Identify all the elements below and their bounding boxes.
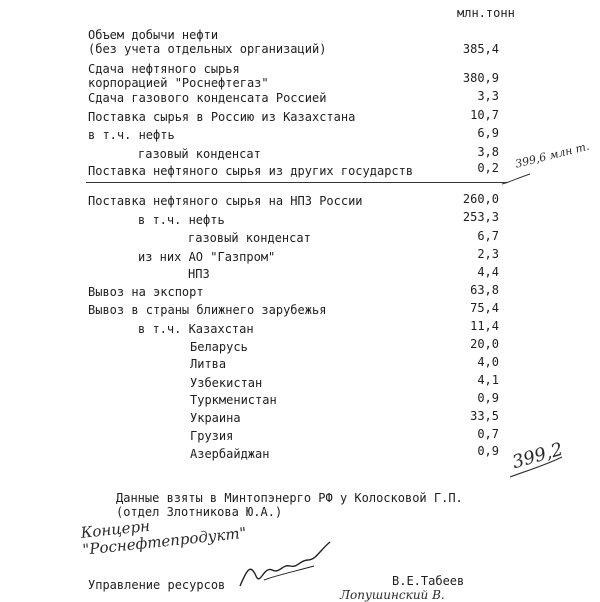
row-label-gas-condensate-russia: Сдача газового конденсата Россией <box>88 91 327 105</box>
row-label-gazprom: из них АО "Газпром" <box>138 250 276 264</box>
row-value-kazakhstan: 11,4 <box>470 319 499 333</box>
row-value-refinery-supply: 260,0 <box>462 192 499 206</box>
total-underline <box>506 455 566 479</box>
row-label-georgia: Грузия <box>190 429 234 443</box>
row-label-export: Вывоз на экспорт <box>88 285 204 299</box>
row-value-uzbekistan: 4,1 <box>477 373 499 387</box>
row-value-kazakhstan-supply: 10,7 <box>470 108 499 122</box>
row-value-lithuania: 4,0 <box>477 355 499 369</box>
row-label-npz: НПЗ <box>188 267 210 281</box>
department-label: Управление ресурсов <box>88 578 226 592</box>
row-value-belarus: 20,0 <box>470 337 499 351</box>
handwritten-margin-note: 399,6 млн т. <box>514 139 591 171</box>
row-label-ukraine: Украина <box>190 411 241 425</box>
row-label-oil-production: Объем добычи нефти (без учета отдельных организаций) <box>88 28 327 56</box>
row-label-azerbaijan: Азербайджан <box>190 447 270 461</box>
row-value-refinery-gas-condensate: 6,7 <box>477 229 499 243</box>
unit-header: млн.тонн <box>457 6 515 20</box>
signatory-name: В.Е.Табеев <box>392 574 465 588</box>
row-value-export: 63,8 <box>470 283 499 297</box>
row-label-refinery-supply: Поставка нефтяного сырья на НПЗ России <box>88 194 363 208</box>
row-label-other-states: Поставка нефтяного сырья из других государств <box>88 164 414 178</box>
row-label-lithuania: Литва <box>190 357 227 371</box>
row-label-rosneftegaz: Сдача нефтяного сырья корпорацией "Роснефтегаз" <box>88 62 269 90</box>
row-value-near-abroad: 75,4 <box>470 301 499 315</box>
row-value-kz-oil: 6,9 <box>477 126 499 140</box>
row-value-ukraine: 33,5 <box>470 409 499 423</box>
row-value-oil-production: 385,4 <box>462 42 499 56</box>
source-note: Данные взяты в Минтопэнерго РФ у Колосковой Г.П. (отдел Злотникова Ю.А.) <box>116 491 463 519</box>
row-value-other-states: 0,2 <box>477 161 499 175</box>
signature-mark <box>234 536 344 596</box>
row-value-gazprom: 2,3 <box>477 247 499 261</box>
margin-note-stroke <box>500 170 540 190</box>
row-label-kazakhstan-supply: Поставка сырья в Россию из Казахстана <box>88 110 356 124</box>
row-label-refinery-gas-condensate: газовый конденсат <box>188 231 311 245</box>
row-value-gas-condensate-russia: 3,3 <box>477 89 499 103</box>
row-value-turkmenistan: 0,9 <box>477 391 499 405</box>
handwritten-company-name: Концерн "Роснефтепродукт" <box>79 516 248 559</box>
row-value-npz: 4,4 <box>477 265 499 279</box>
row-value-refinery-oil: 253,3 <box>462 210 499 224</box>
row-label-belarus: Беларусь <box>190 340 248 354</box>
row-value-rosneftegaz: 380,9 <box>462 71 499 85</box>
row-value-azerbaijan: 0,9 <box>477 444 499 458</box>
row-label-kz-oil: в т.ч. нефть <box>88 128 175 142</box>
row-label-refinery-oil: в т.ч. нефть <box>138 213 225 227</box>
row-label-turkmenistan: Туркменистан <box>190 393 277 407</box>
row-label-uzbekistan: Узбекистан <box>190 376 263 390</box>
row-label-near-abroad: Вывоз в страны ближнего зарубежья <box>88 303 327 317</box>
section-divider <box>86 182 508 183</box>
row-label-kazakhstan: в т.ч. Казахстан <box>138 322 254 336</box>
handwritten-total: 399,2 <box>510 438 566 474</box>
row-value-kz-gas-condensate: 3,8 <box>477 145 499 159</box>
handwritten-name-note: Лопушинский В. <box>340 588 445 602</box>
row-label-kz-gas-condensate: газовый конденсат <box>138 147 261 161</box>
row-value-georgia: 0,7 <box>477 427 499 441</box>
